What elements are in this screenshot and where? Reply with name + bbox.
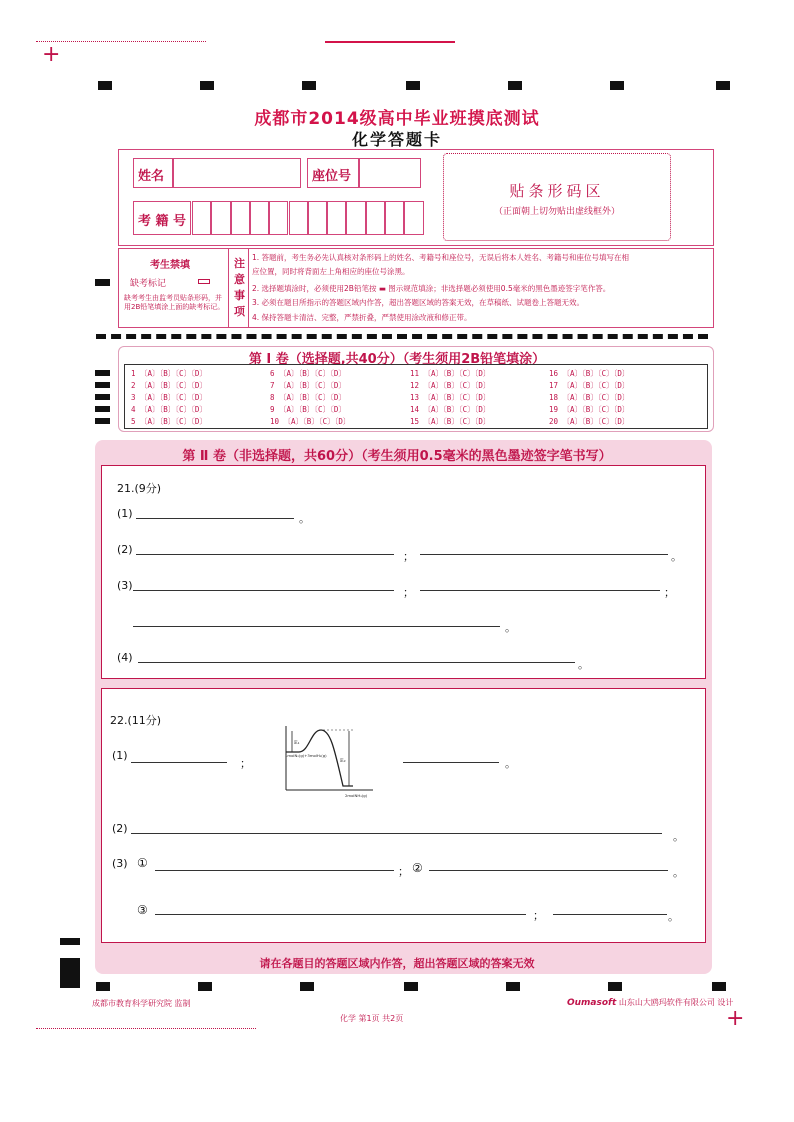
- absent-label: 缺考标记: [130, 279, 167, 289]
- absent-checkbox[interactable]: [198, 279, 210, 284]
- q22-part2-blank[interactable]: [131, 833, 662, 834]
- exam-no-digit-cell[interactable]: [327, 201, 346, 235]
- bottom-dotted-edge: [36, 1028, 256, 1029]
- q21-part2-blank-a[interactable]: [136, 554, 394, 555]
- q22-part3-sep3: ；: [533, 909, 544, 922]
- choice-row[interactable]: 1 〔A〕〔B〕〔C〕〔D〕: [131, 369, 207, 378]
- footer-left: 成都市教育科学研究院 监制: [92, 999, 191, 1008]
- timing-mark: [404, 982, 418, 991]
- row-timing-mark: [95, 382, 110, 388]
- exam-no-digit-cell[interactable]: [346, 201, 365, 235]
- top-dotted-edge: [36, 41, 206, 42]
- q22-part3-end3: 。: [668, 910, 679, 923]
- timing-mark: [200, 81, 214, 90]
- q22-part3-blank-1[interactable]: [155, 870, 394, 871]
- side-mark-1: [60, 938, 80, 945]
- page-subtitle: 化学答题卡: [351, 130, 442, 149]
- q21-part2-sep: ；: [403, 550, 414, 563]
- q22-part1-end: 。: [505, 757, 516, 770]
- q21-part4-end: 。: [578, 658, 589, 671]
- footer-right: [567, 997, 733, 1008]
- top-red-edge: [325, 41, 455, 43]
- q22-part3-blank-2[interactable]: [429, 870, 668, 871]
- choice-row[interactable]: 16 〔A〕〔B〕〔C〕〔D〕: [549, 369, 630, 378]
- exam-no-digit-cell[interactable]: [404, 201, 423, 235]
- registration-mark-bottom-right: +: [726, 1006, 745, 1031]
- q21-answer-box[interactable]: [101, 465, 706, 679]
- q21-part3-end: 。: [505, 621, 516, 634]
- exam-no-digit-cell[interactable]: [211, 201, 230, 235]
- diagram-right-label: 2molNH₃(g): [345, 793, 368, 798]
- note-item: 应位置，同时将背面左上角相应的座位号涂黑。: [252, 267, 410, 276]
- barcode-title: 贴条形码区: [509, 182, 605, 200]
- barcode-area: [443, 153, 671, 241]
- footer-right-text: 山东山大鸥玛软件有限公司 设计: [616, 998, 734, 1007]
- answer-area-warning: 请在各题目的答题区域内作答，超出答题区域的答案无效: [259, 957, 535, 970]
- choice-row[interactable]: 17 〔A〕〔B〕〔C〕〔D〕: [549, 381, 630, 390]
- exam-no-digit-cell[interactable]: [192, 201, 211, 235]
- q22-part3-sep: ；: [398, 865, 409, 878]
- q21-part3-blank-b[interactable]: [420, 590, 660, 591]
- exam-no-digit-cell[interactable]: [269, 201, 288, 235]
- q21-part1-end: 。: [299, 512, 310, 525]
- section1-heading: 第 Ⅰ 卷（选择题,共40分）（考生须用2B铅笔填涂）: [248, 352, 546, 367]
- choice-row[interactable]: 4 〔A〕〔B〕〔C〕〔D〕: [131, 405, 207, 414]
- q21-part4-label: (4): [117, 651, 133, 664]
- choice-row[interactable]: 12 〔A〕〔B〕〔C〕〔D〕: [410, 381, 491, 390]
- choice-row[interactable]: 3 〔A〕〔B〕〔C〕〔D〕: [131, 393, 207, 402]
- choice-row[interactable]: 10 〔A〕〔B〕〔C〕〔D〕: [270, 417, 351, 426]
- q22-part3-blank-3[interactable]: [155, 914, 526, 915]
- choice-row[interactable]: 5 〔A〕〔B〕〔C〕〔D〕: [131, 417, 207, 426]
- row-timing-mark: [95, 418, 110, 424]
- choice-row[interactable]: 19 〔A〕〔B〕〔C〕〔D〕: [549, 405, 630, 414]
- exam-no-digit-cell[interactable]: [231, 201, 250, 235]
- section2-heading: 第 Ⅱ 卷（非选择题，共60分）（考生须用0.5毫米的黑色墨迹签字笔书写）: [182, 449, 612, 464]
- choice-row[interactable]: 18 〔A〕〔B〕〔C〕〔D〕: [549, 393, 630, 402]
- note-item: 2. 选择题填涂时，必须使用2B铅笔按 ▬ 图示规范填涂；非选择题必须使用0.5毫米的黑色墨迹签字笔作答。: [252, 284, 611, 293]
- registration-mark-top-left: +: [42, 42, 61, 67]
- timing-mark: [610, 81, 624, 90]
- q22-part2-label: (2): [112, 822, 128, 835]
- row-timing-mark: [95, 406, 110, 412]
- q22-title: 22.(11分): [110, 714, 162, 727]
- choice-row[interactable]: 7 〔A〕〔B〕〔C〕〔D〕: [270, 381, 346, 390]
- q22-part3-label: (3): [112, 857, 128, 870]
- q21-part3-sep2: ；: [664, 586, 675, 599]
- q22-part2-end: 。: [673, 830, 684, 843]
- side-mark-2: [60, 958, 80, 988]
- q21-part3-blank-a[interactable]: [133, 590, 394, 591]
- q21-part3-blank-c[interactable]: [133, 626, 500, 627]
- choice-row[interactable]: 13 〔A〕〔B〕〔C〕〔D〕: [410, 393, 491, 402]
- q22-answer-box[interactable]: [101, 688, 706, 943]
- q22-part3-circle2: ②: [412, 861, 423, 875]
- exam-no-label: 考 籍 号: [138, 214, 187, 229]
- notes-label-divider: [248, 248, 249, 328]
- choice-row[interactable]: 2 〔A〕〔B〕〔C〕〔D〕: [131, 381, 207, 390]
- timing-mark: [98, 81, 112, 90]
- q21-part4-blank[interactable]: [138, 662, 575, 663]
- exam-no-digit-cell[interactable]: [385, 201, 404, 235]
- dashed-separator: [96, 334, 708, 339]
- timing-mark: [302, 81, 316, 90]
- timing-mark: [96, 982, 110, 991]
- seat-field[interactable]: [359, 158, 421, 188]
- choice-row[interactable]: 14 〔A〕〔B〕〔C〕〔D〕: [410, 405, 491, 414]
- q22-part1-blank-b[interactable]: [403, 762, 499, 763]
- q22-part3-blank-4[interactable]: [553, 914, 667, 915]
- seat-label: 座位号: [312, 169, 352, 184]
- timing-mark: [608, 982, 622, 991]
- forbidden-title: 考生禁填: [150, 260, 190, 271]
- choice-row[interactable]: 15 〔A〕〔B〕〔C〕〔D〕: [410, 417, 491, 426]
- energy-diagram: [281, 724, 377, 800]
- timing-mark: [716, 81, 730, 90]
- q21-part2-end: 。: [671, 550, 682, 563]
- exam-no-digit-cell[interactable]: [289, 201, 308, 235]
- absent-timing-mark: [95, 279, 110, 286]
- note-item: 4. 保持答题卡清洁、完整，严禁折叠，严禁使用涂改液和修正带。: [252, 313, 472, 322]
- notes-label: 注意事项: [234, 257, 245, 318]
- name-field[interactable]: [173, 158, 301, 188]
- forbidden-desc: 缺考考生由监考员贴条形码，并用2B铅笔填涂上面的缺考标记。: [124, 294, 225, 311]
- forbidden-divider: [228, 248, 229, 328]
- timing-mark: [300, 982, 314, 991]
- page-title: 成都市2014级高中毕业班摸底测试: [254, 109, 540, 129]
- choice-row[interactable]: 6 〔A〕〔B〕〔C〕〔D〕: [270, 369, 346, 378]
- choice-row[interactable]: 11 〔A〕〔B〕〔C〕〔D〕: [410, 369, 491, 378]
- q21-title: 21.(9分): [117, 482, 162, 495]
- q22-part3-end: 。: [673, 866, 684, 879]
- footer-center: 化学 第1页 共2页: [340, 1014, 404, 1023]
- exam-no-digit-cell[interactable]: [308, 201, 327, 235]
- note-item: 3. 必须在题目所指示的答题区域内作答，超出答题区域的答案无效，在草稿纸、试题卷上答题无效。: [252, 298, 585, 307]
- exam-no-digit-cell[interactable]: [366, 201, 385, 235]
- q22-part1-blank-a[interactable]: [131, 762, 227, 763]
- name-label: 姓名: [138, 169, 165, 184]
- q21-part2-blank-b[interactable]: [420, 554, 668, 555]
- diagram-left-label: 1molN₂(g)+3molH₂(g): [285, 753, 327, 758]
- timing-mark: [198, 982, 212, 991]
- choice-row[interactable]: 8 〔A〕〔B〕〔C〕〔D〕: [270, 393, 346, 402]
- choice-row[interactable]: 9 〔A〕〔B〕〔C〕〔D〕: [270, 405, 346, 414]
- note-item: 1. 答题前，考生务必先认真核对条形码上的姓名、考籍号和座位号，无误后将本人姓名、考籍号和座位号填写在相: [252, 253, 630, 262]
- row-timing-mark: [95, 394, 110, 400]
- q21-part1-blank[interactable]: [136, 518, 294, 519]
- q21-part3-sep: ；: [403, 586, 414, 599]
- q21-part1-label: (1): [117, 507, 133, 520]
- q22-part1-label: (1): [112, 749, 128, 762]
- row-timing-mark: [95, 370, 110, 376]
- timing-mark: [508, 81, 522, 90]
- choice-row[interactable]: 20 〔A〕〔B〕〔C〕〔D〕: [549, 417, 630, 426]
- q21-part2-label: (2): [117, 543, 133, 556]
- q22-part3-circle3: ③: [137, 903, 148, 917]
- footer-brand-logo: Oumasoft: [567, 998, 617, 1008]
- barcode-note: （正面朝上切勿贴出虚线框外）: [493, 207, 620, 217]
- q21-part3-label: (3): [117, 579, 133, 592]
- diagram-e2-label: E₂: [340, 758, 346, 764]
- exam-no-digit-cell[interactable]: [250, 201, 269, 235]
- timing-mark: [506, 982, 520, 991]
- q22-part3-circle1: ①: [137, 856, 148, 870]
- diagram-e1-label: E₁: [294, 740, 300, 746]
- timing-mark: [406, 81, 420, 90]
- q22-part1-sep: ；: [240, 757, 251, 770]
- timing-mark: [712, 982, 726, 991]
